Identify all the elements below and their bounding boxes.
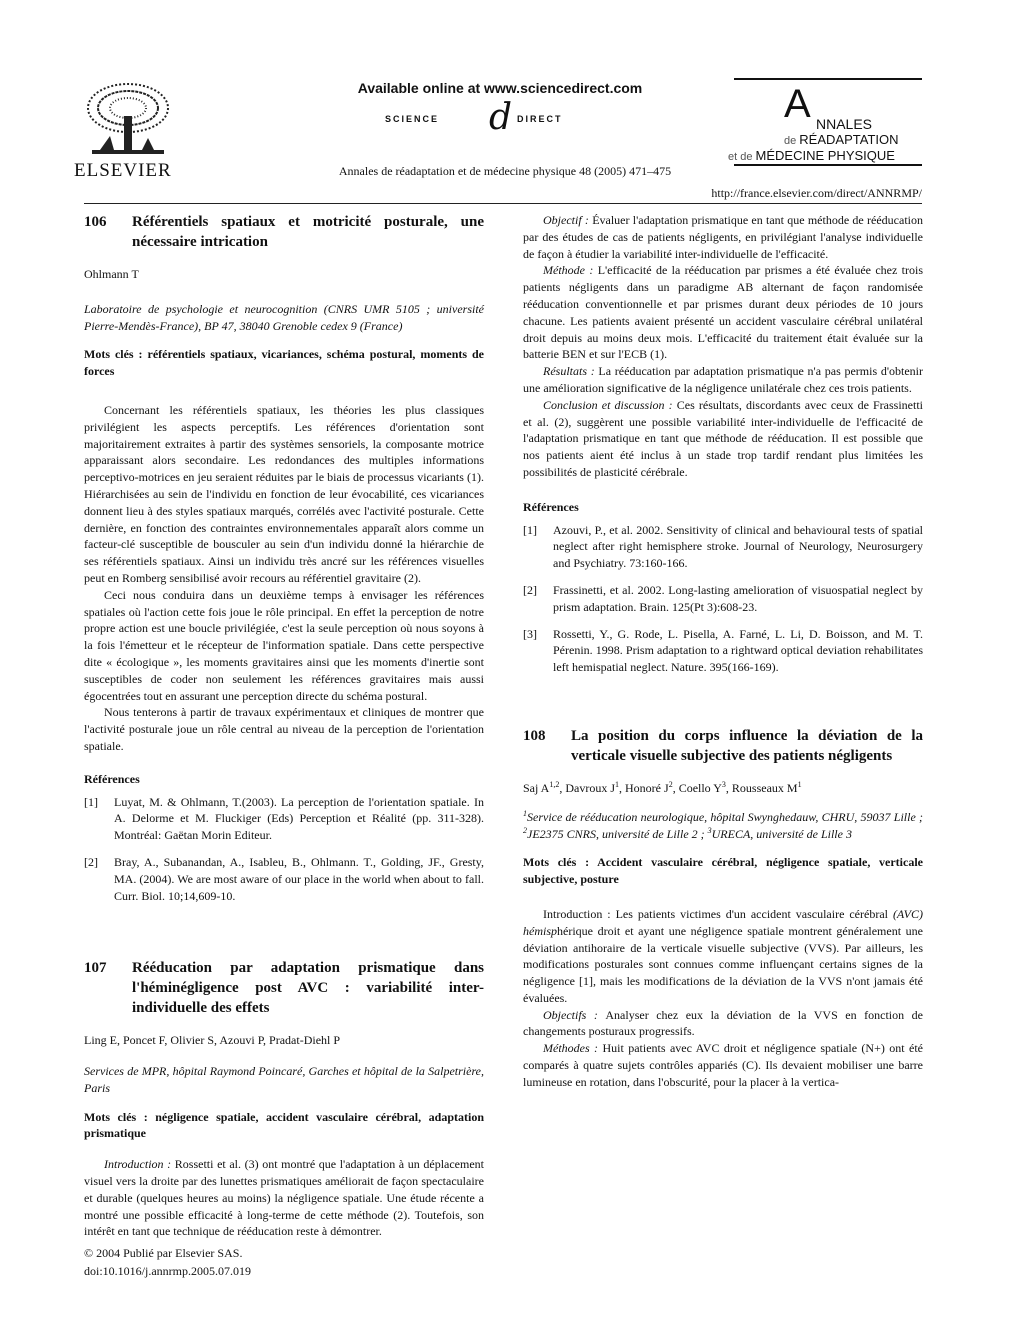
reference-text: Azouvi, P., et al. 2002. Sensitivity of clinical and behavioural tests of spatial neglect after right hemisphere stroke. Journal of Neurology, Neurosurgery and Psychiatry. 73:160-166. [553, 522, 923, 571]
available-online-line[interactable]: Available online at www.sciencedirect.com [357, 80, 643, 96]
annales-journal-logo [728, 78, 924, 168]
article-title: Rééducation par adaptation prismatique dans l'héminégligence post AVC : variabilité inter-individuelle des effets [132, 960, 484, 1017]
article-spacer [84, 914, 484, 958]
reference-number: [1] [84, 794, 98, 809]
reference-item [523, 522, 923, 572]
article-107-keywords: Mots clés : négligence spatiale, accident vasculaire cérébral, adaptation prismatique [84, 1109, 484, 1141]
article-number: 108 [523, 727, 546, 744]
article-107-references-heading: Références [523, 499, 579, 514]
sd-left-word: SCIENCE [385, 114, 440, 124]
reference-text: Frassinetti, et al. 2002. Long-lasting amelioration of visuospatial neglect by prism adaptation. Brain. 125(Pt 3):608-23. [553, 582, 923, 614]
annales-line3: et de MÉDECINE PHYSIQUE [728, 148, 895, 163]
annales-top-bar [734, 78, 922, 80]
sd-right-word: DIRECT [517, 114, 563, 124]
article-106-keywords: Mots clés : référentiels spatiaux, vicariances, schéma postural, moments de forces [84, 347, 484, 379]
article-number: 106 [84, 214, 107, 230]
annales-line1: NNALES [816, 116, 873, 132]
article-title: La position du corps influence la déviation de la verticale visuelle subjective des patients négligents [571, 727, 923, 764]
article-107-heading [84, 958, 484, 1018]
article-107-objective: Objectif : Évaluer l'adaptation prismatique en tant que méthode de rééducation par des études de cas de patients négligents, en privilégiant l'analyse individuelle de façon à étudier la variabilité inter-individuelle de l'efficacité. [523, 213, 923, 261]
article-106-paragraph: Ceci nous conduira dans un deuxième temps à envisager les références spatiales où l'action cette fois joue le rôle principal. En effet la perception de notre propre action est une boucle privilégiée, c'est la seule perception où nous soyons à la fois l'émetteur et le récepteur de l'information spatiale. Dans cette perspective dite « écologique », les moments gravitaires ainsi que les moments d'inertie sont susceptibles de coder non seulement les références gravitaires mais aussi égocentrées tout en assurant une perception directe du schéma postural. [84, 587, 484, 703]
annales-big-a: A [784, 82, 811, 126]
article-106-affiliation: Laboratoire de psychologie et neurocognition (CNRS UMR 5105 ; université Pierre-Mendès-France), BP 47, 38040 Grenoble cedex 9 (France) [84, 301, 484, 333]
article-106-heading [84, 212, 484, 252]
article-106-references-heading: Références [84, 771, 140, 786]
article-107-results: Résultats : La rééducation par adaptation prismatique n'a pas permis d'obtenir une amélioration significative de la négligence unilatérale chez ces trois patients. [523, 364, 923, 395]
reference-item [523, 582, 923, 616]
article-108-authors: Saj A$^{1,2}$, Davroux $J^1$, Honoré $J^2$, Coello $Y^3$, Rousseaux $M^1$ [523, 779, 802, 795]
article-number: 107 [84, 960, 107, 977]
left-column [84, 212, 484, 1240]
journal-url[interactable]: http://france.elsevier.com/direct/ANNRMP/ [711, 186, 922, 200]
annales-bottom-bar [734, 164, 922, 166]
header-rule [84, 203, 922, 204]
reference-item [84, 794, 484, 844]
sd-at-icon: d [489, 97, 513, 138]
reference-text: Rossetti, Y., G. Rode, L. Pisella, A. Farné, L. Li, D. Boisson, and M. T. Pérenin. 1998. Prism adaptation to a rightward optical deviation rehabilitates left hemispatial neglect. Nature. 395(166-169). [553, 626, 923, 675]
article-107-affiliation: Services de MPR, hôpital Raymond Poincaré, Garches et hôpital de la Salpetrière, Paris [84, 1064, 484, 1095]
reference-item [84, 854, 484, 904]
annales-line2: de RÉADAPTATION [784, 132, 899, 147]
article-108-heading [523, 726, 923, 766]
article-108-methods: Méthodes : Huit patients avec AVC droit et négligence spatiale (N+) ont été comparés à quatre sujets contrôles appariés (C). Ils devaient mobiliser une barre lumineuse en rotation, dans l'obscurité, pour la placer à la vertica- [523, 1041, 923, 1089]
article-107-introduction: Introduction : Rossetti et al. (3) ont montré que l'adaptation à un déplacement visuel vers la droite par des lunettes prismatiques améliorait de façon spectaculaire et durable (quelques heures au moins) la négligence spatiale. Une étude récente a montré une possible efficacité à long-terme de cette méthode (2). Toutefois, son intérêt en tant que technique de rééducation reste à démontrer. [84, 1157, 484, 1239]
doi-line[interactable]: doi:10.1016/j.annrmp.2005.07.019 [84, 1264, 251, 1278]
reference-number: [2] [84, 854, 98, 869]
reference-item [523, 626, 923, 676]
article-108-affiliation: $^1$Service de rééducation neurologique, hôpital Swynghedauw, CHRU, 59037 Lille ; $^2$JE2375 CNRS, université de Lille 2 ; $^3$URECA, université de Lille 3 [523, 808, 923, 841]
journal-citation: Annales de réadaptation et de médecine physique 48 (2005) 471–475 [338, 164, 672, 178]
article-106-authors: Ohlmann T [84, 267, 139, 281]
sciencedirect-logo[interactable] [385, 97, 625, 138]
reference-number: [2] [523, 582, 537, 597]
article-spacer [523, 686, 923, 726]
article-107-conclusion: Conclusion et discussion : Ces résultats, discordants avec ceux de Frassinetti et al. (2), suggèrent une possible variabilité inter-individuelle de l'efficacité de l'adaptation prismatique en tant que méthode de rééducation. Il est possible que nos patients aient été inclus à un stade trop tardif rendant plus limitées les possibilités de plasticité cérébrale. [523, 397, 924, 479]
reference-text: Bray, A., Subanandan, A., Isableu, B., Ohlmann. T., Golding, JF., Gresty, MA. (2004). We are most aware of our place in the world when about to fall. Curr. Biol. 10;14,609-10. [114, 854, 484, 903]
article-106-paragraph: Concernant les référentiels spatiaux, les théories les plus classiques privilégient les aspects perceptifs. Les références d'orientation sont majoritairement extraites à partir des systèmes sensoriels, la composante motrice apparaissant alors secondaire. Les redondances des multiples informations perceptivo-motrices en jeu seraient réduites par le biais de processus vicariants (1). Hiérarchisées au sein de l'individu en fonction de leur évocabilité, ces vicariances donnent lieu à des styles spatiaux marqués, corrélés avec l'activité posturale. Cette dernière, en fonction des contraintes environnementales apparaît alors comme un facteur-clé susceptible de bousculer au sein d'un individu donné la hiérarchie de ses référentiels spatiaux. Ainsi un individu très ancré sur les références visuelles peut en Romberg sensibilisé avoir recours au référentiel gravitaire (2). [84, 402, 484, 585]
article-108-introduction: Introduction : Les patients victimes d'un accident vasculaire cérébral (AVC) hémisphérique droit et ayant une négligence spatiale montrent généralement une déviation antihoraire de la verticale visuelle subjective (VVS). Par ailleurs, les modifications posturales sont connues comme influençant certains signes de la négligence [1], mais les modifications de la déviation de la VVS n'ont jamais été évaluées. [523, 906, 923, 1005]
article-106-paragraph: Nous tenterons à partir de travaux expérimentaux et cliniques de montrer que l'activité posturale joue un rôle central au niveau de la perception de l'orientation spatiale. [84, 705, 484, 753]
page-footer [84, 1244, 251, 1280]
article-107-authors: Ling E, Poncet F, Olivier S, Azouvi P, Pradat-Diehl P [84, 1033, 341, 1048]
elsevier-wordmark: ELSEVIER [74, 160, 172, 181]
reference-text: Luyat, M. & Ohlmann, T.(2003). La perception de l'orientation spatiale. In A. Delorme et M. Fluckiger (Eds) Perception et Réalité (pp. 311-328). Montréal: Gaëtan Morin Editeur. [114, 794, 484, 843]
right-column [523, 212, 923, 1091]
article-title: Référentiels spatiaux et motricité posturale, une nécessaire intrication [132, 214, 484, 250]
article-108-objectives: Objectifs : Analyser chez eux la déviation de la VVS en fonction de changements posturaux progressifs. [523, 1007, 923, 1039]
article-107-method: Méthode : L'efficacité de la rééducation par prismes a été évaluée chez trois patients négligents dans un paradigme AB alternant de façon randomisée rééducation conventionnelle et par prismes durant deux périodes de 10 jours chacune. Les patients avaient présenté un accident vasculaire cérébral unilatéral droit depuis au moins deux mois. L'efficacité du traitement était évaluée sur la batterie BEN et sur l'ECB (1). [523, 263, 923, 362]
copyright-line: © 2004 Publié par Elsevier SAS. [84, 1246, 243, 1260]
article-108-keywords: Mots clés : Accident vasculaire cérébral, négligence spatiale, verticale subjective, posture [523, 855, 923, 887]
reference-number: [1] [523, 522, 537, 537]
reference-number: [3] [523, 626, 537, 641]
